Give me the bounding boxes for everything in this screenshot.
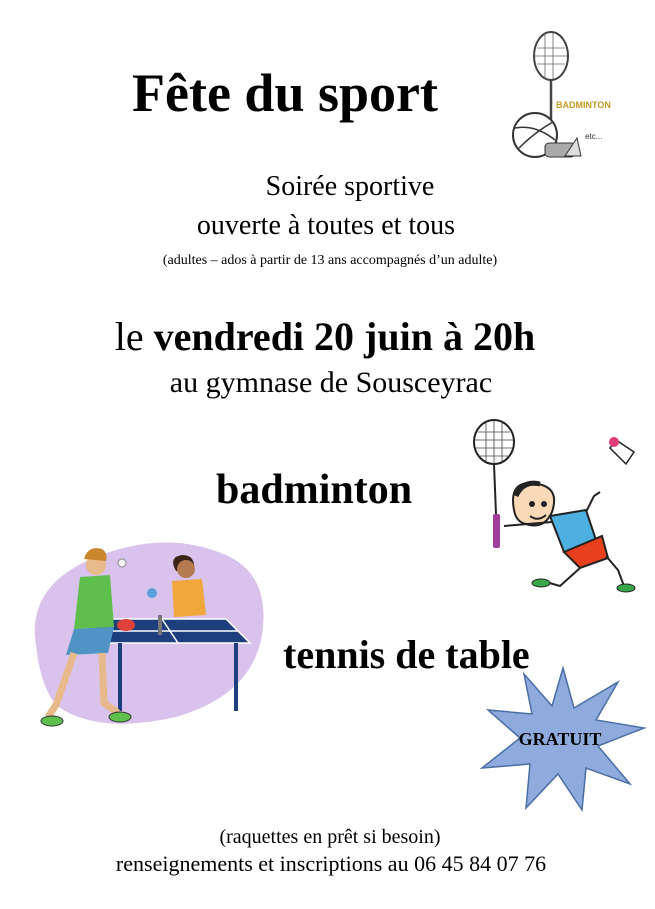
- logo-etc-label: etc...: [585, 132, 603, 141]
- subtitle-note: (adultes – ados à partir de 13 ans accompagnés d’un adulte): [162, 253, 498, 268]
- free-badge-label: GRATUIT: [518, 729, 602, 749]
- contact-info: renseignements et inscriptions au 06 45 84 07 76: [115, 851, 547, 876]
- date-bold: vendredi 20 juin à 20h: [153, 314, 536, 359]
- subtitle-line-1: Soirée sportive: [265, 171, 435, 202]
- date-prefix: le: [114, 314, 154, 359]
- sport-badminton: badminton: [216, 467, 413, 513]
- poster-title: Fête du sport: [132, 63, 438, 123]
- badminton-player-illustration: [468, 418, 648, 598]
- event-date: [0, 313, 650, 360]
- event-venue: au gymnase de Sousceyrac: [169, 366, 493, 399]
- logo-label: BADMINTON: [556, 100, 611, 110]
- sports-logo-icon: [505, 28, 623, 164]
- table-tennis-illustration: [26, 535, 266, 735]
- equipment-note: (raquettes en prêt si besoin): [219, 826, 441, 848]
- sport-table-tennis: tennis de table: [283, 632, 530, 677]
- subtitle-line-2: ouverte à toutes et tous: [196, 210, 456, 241]
